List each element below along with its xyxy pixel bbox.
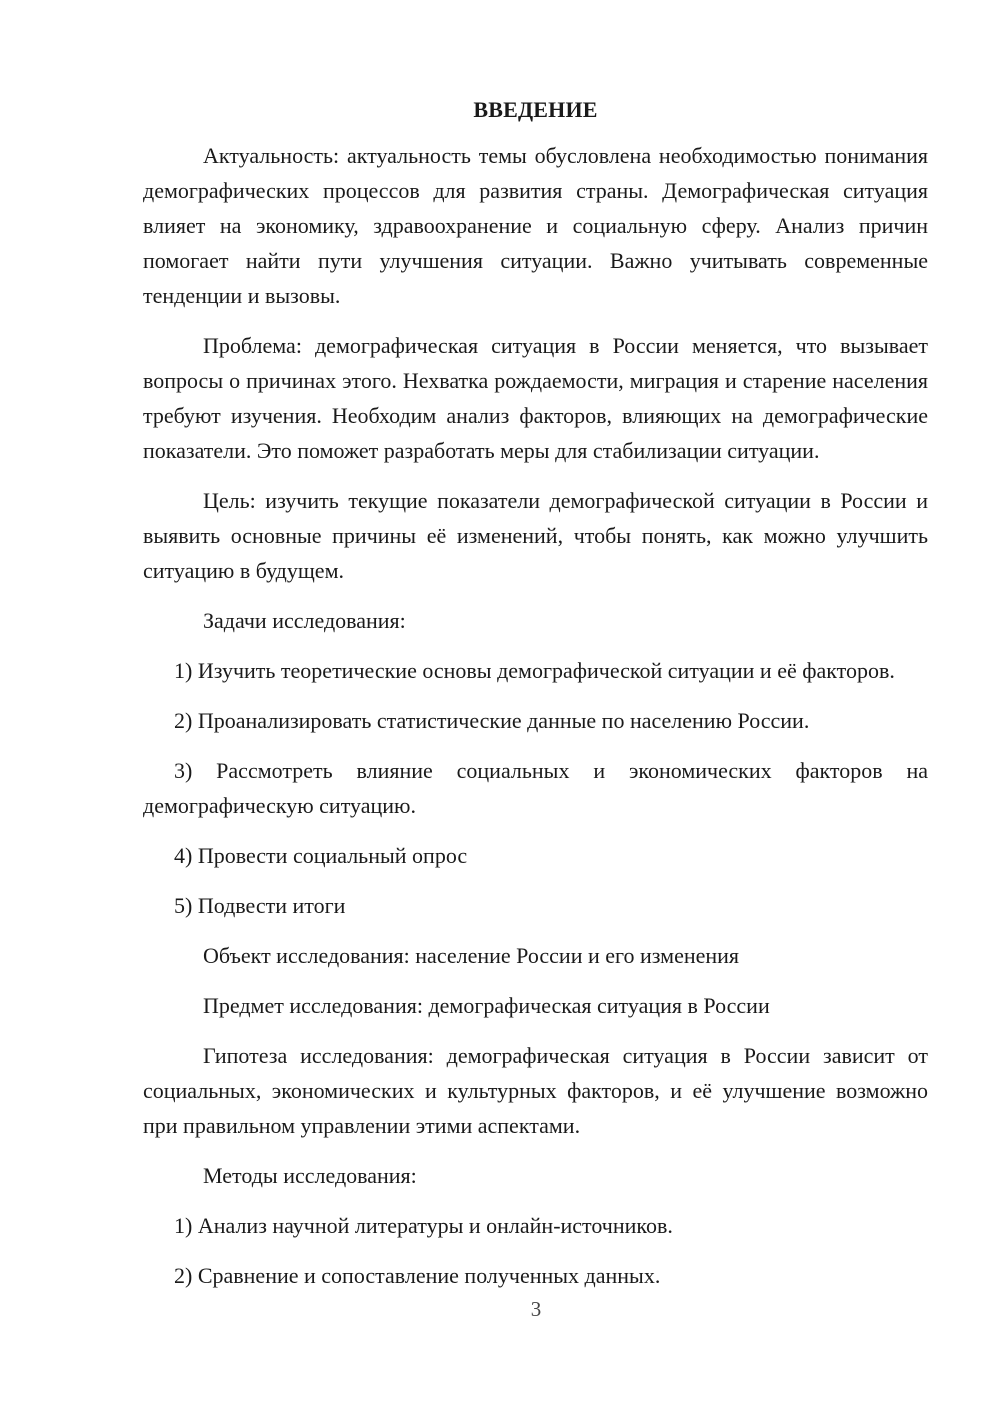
task-item-4: 4) Провести социальный опрос <box>174 843 468 868</box>
task-item-2: 2) Проанализировать статистические данные по населению России. <box>174 708 810 733</box>
task-item-3: 3) Рассмотреть влияние социальных и экономических факторов на демографическую ситуацию. <box>143 758 928 818</box>
paragraph-relevance: Актуальность: актуальность темы обусловлена необходимостью понимания демографических процессов для развития страны. Демографическая ситуация влияет на экономику, здравоохранение и социальную сферу. Анализ причин помогает найти пути улучшения ситуации. Важно учитывать современные тенденции и вызовы. <box>143 143 928 308</box>
method-item-1: 1) Анализ научной литературы и онлайн-источников. <box>174 1213 673 1238</box>
research-hypothesis: Гипотеза исследования: демографическая ситуация в России зависит от социальных, экономических и культурных факторов, и её улучшение возможно при правильном управлении этими аспектами. <box>143 1043 928 1138</box>
methods-heading: Методы исследования: <box>203 1163 417 1188</box>
tasks-heading: Задачи исследования: <box>203 608 406 633</box>
research-object: Объект исследования: население России и его изменения <box>203 943 740 968</box>
task-item-1: 1) Изучить теоретические основы демографической ситуации и её факторов. <box>174 658 895 683</box>
paragraph-goal: Цель: изучить текущие показатели демографической ситуации в России и выявить основные причины её изменений, чтобы понять, как можно улучшить ситуацию в будущем. <box>143 488 928 583</box>
paragraph-problem: Проблема: демографическая ситуация в России меняется, что вызывает вопросы о причинах этого. Нехватка рождаемости, миграция и старение населения требуют изучения. Необходим анализ факторов, влияющих на демографические показатели. Это поможет разработать меры для стабилизации ситуации. <box>143 333 928 463</box>
page-number: 3 <box>530 1297 542 1321</box>
research-subject: Предмет исследования: демографическая ситуация в России <box>203 993 770 1018</box>
page-content <box>143 94 928 1308</box>
task-item-5: 5) Подвести итоги <box>174 893 346 918</box>
page-title: ВВЕДЕНИЕ <box>473 97 598 122</box>
method-item-2: 2) Сравнение и сопоставление полученных данных. <box>174 1263 661 1288</box>
